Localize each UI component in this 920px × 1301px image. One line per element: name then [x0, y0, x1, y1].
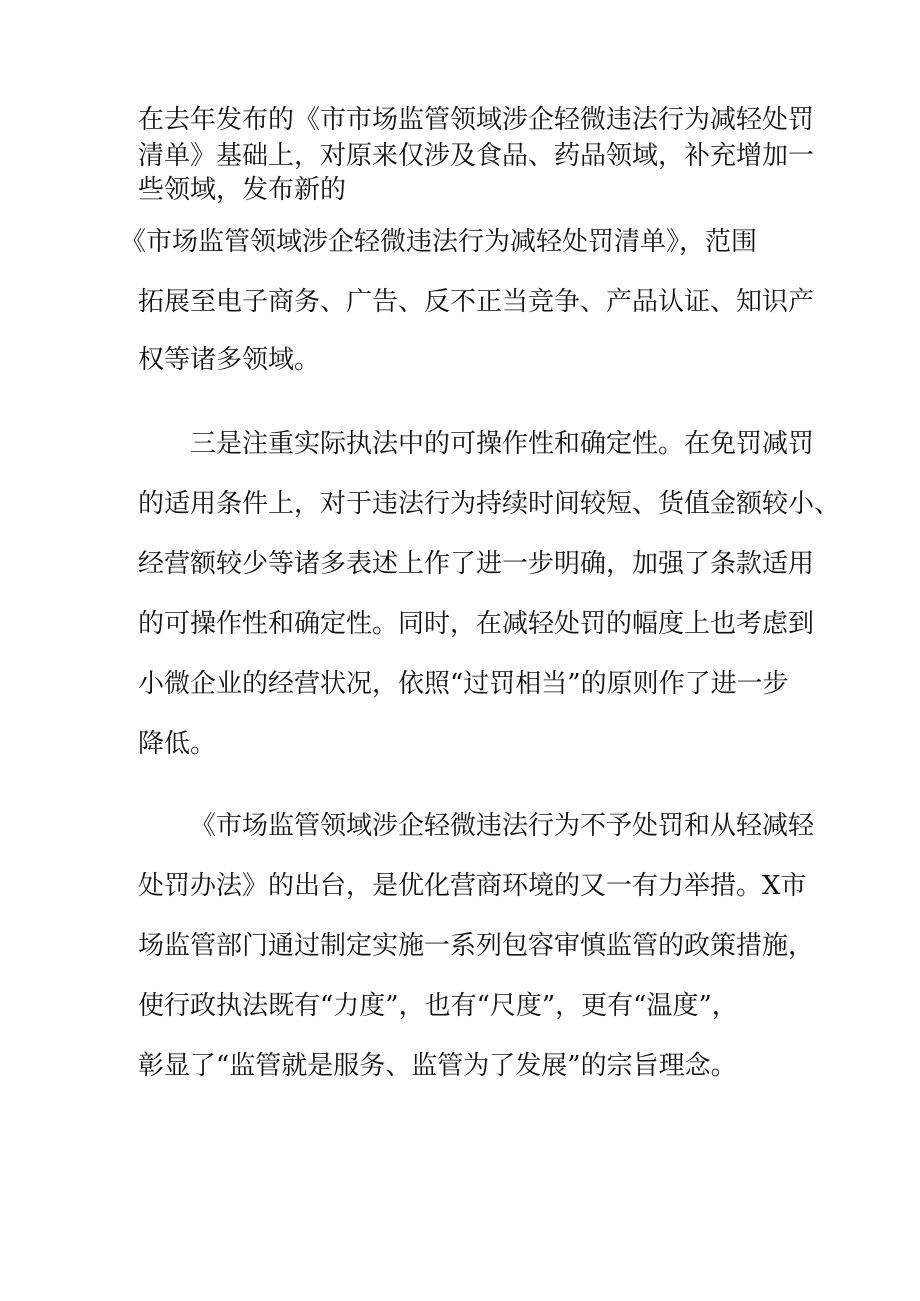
- paragraph-3-line-4: 的可操作性和确定性。同时，在减轻处罚的幅度上也考虑到: [138, 609, 815, 639]
- paragraph-4-line-5: 彰显了“监管就是服务、监管为了发展”的宗旨理念。: [138, 1051, 737, 1081]
- paragraph-3-line-1: 三是注重实际执法中的可操作性和确定性。在免罚减罚: [190, 429, 815, 459]
- paragraph-2-line-2: 拓展至电子商务、广告、反不正当竞争、产品认证、知识产: [138, 287, 815, 317]
- paragraph-1-line-2: 清单》基础上，对原来仅涉及食品、药品领域，补充增加一: [138, 141, 815, 171]
- paragraph-4-line-3: 场监管部门通过制定实施一系列包容审慎监管的政策措施，: [138, 931, 815, 961]
- paragraph-3-line-2: 的适用条件上，对于违法行为持续时间较短、货值金额较小、: [138, 489, 841, 519]
- paragraph-4-line-1: 《市场监管领域涉企轻微违法行为不予处罚和从轻减轻: [190, 811, 815, 841]
- paragraph-3-line-3: 经营额较少等诸多表述上作了进一步明确，加强了条款适用: [138, 549, 815, 579]
- paragraph-1-line-3: 些领域，发布新的: [138, 175, 347, 205]
- paragraph-3-line-5: 小微企业的经营状况，依照“过罚相当”的原则作了进一步: [138, 669, 789, 699]
- paragraph-2-line-3: 权等诸多领域。: [138, 345, 321, 375]
- paragraph-4-line-2: 处罚办法》的出台，是优化营商环境的又一有力举措。X市: [138, 871, 807, 901]
- paragraph-1-line-1: 在去年发布的《市市场监管领域涉企轻微违法行为减轻处罚: [138, 105, 815, 135]
- paragraph-2-line-1: 《市场监管领域涉企轻微违法行为减轻处罚清单》，范围: [120, 227, 758, 257]
- paragraph-4-line-4: 使行政执法既有“力度”，也有“尺度”，更有“温度”，: [138, 991, 738, 1021]
- paragraph-3-line-6: 降低。: [138, 729, 217, 759]
